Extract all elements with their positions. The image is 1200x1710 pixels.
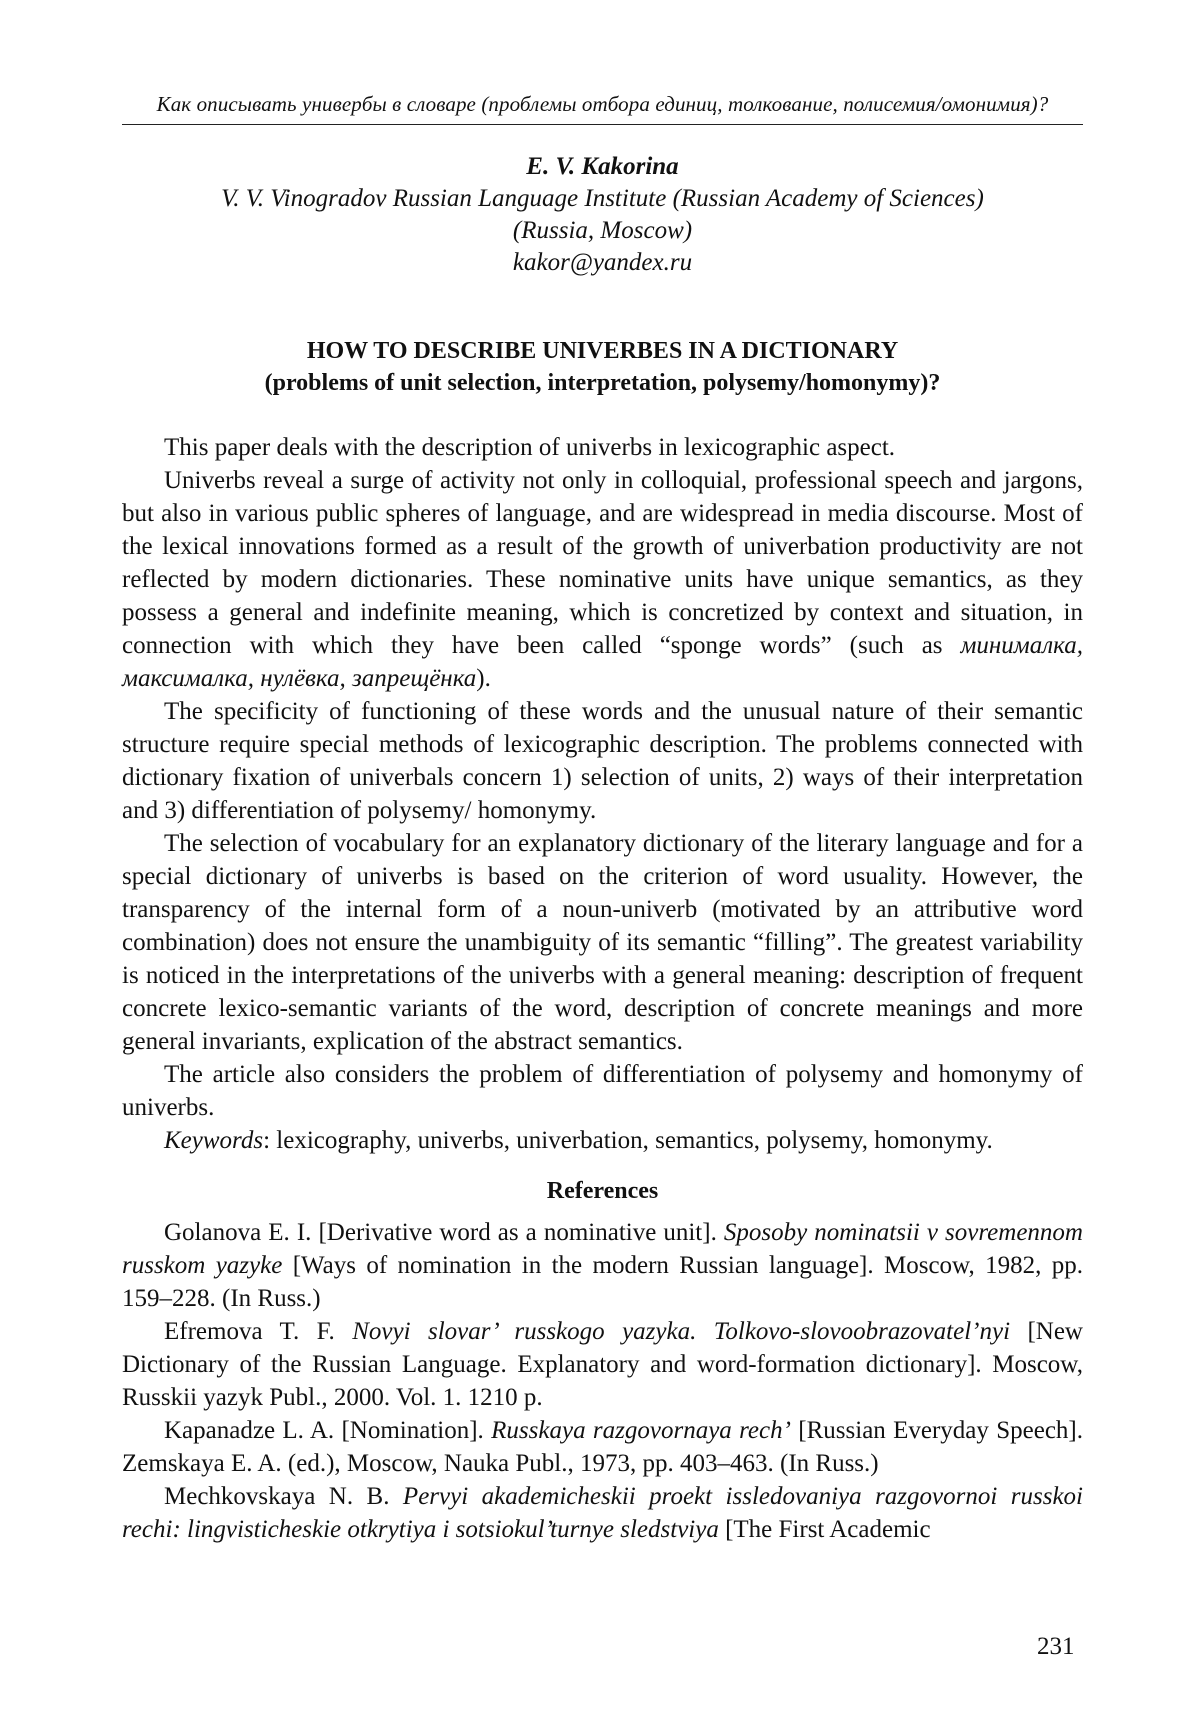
reference-post: [Ways of nomination in the modern Russian language]. Moscow, 1982, pp. 159–228. (In Russ.) [122, 1252, 1083, 1312]
reference-post: [Russian Everyday Speech]. Zemskaya E. A. (ed.), Moscow, Nauka Publ., 1973, pp. 403–463. (In Russ.) [122, 1417, 1084, 1477]
title-line-2: (problems of unit selection, interpretation, polysemy/homonymy)? [264, 370, 941, 396]
reference-post: [New Dictionary of the Russian Language. Explanatory and word-formation dictionary]. Moscow, Russkii yazyk Publ., 2000. Vol. 1. 1210 p. [122, 1318, 1083, 1411]
author-name: E. V. Kakorina [526, 153, 679, 180]
author-affiliation: V. V. Vinogradov Russian Language Institute (Russian Academy of Sciences) [221, 185, 984, 212]
references-heading: References [546, 1178, 659, 1204]
abstract-paragraph: This paper deals with the description of univerbs in lexicographic aspect. [164, 434, 896, 461]
reference-pre: Efremova T. F. [164, 1318, 353, 1345]
abstract-text: ). [476, 665, 491, 692]
paper-title [122, 335, 1083, 399]
reference-item [122, 1315, 1083, 1414]
reference-item [122, 1480, 1083, 1546]
author-location: (Russia, Moscow) [512, 217, 693, 244]
reference-title: Sposoby nominatsii v sovremennom russkom yazyke [122, 1219, 1083, 1279]
reference-post: [The First Academic [718, 1516, 931, 1543]
page [122, 92, 1083, 1546]
reference-pre: Golanova E. I. [Derivative word as a nominative unit]. [164, 1219, 724, 1246]
reference-title: Novyi slovar’ russkogo yazyka. Tolkovo-slovoobrazovatel’nyi [352, 1318, 1011, 1345]
abstract-text: Univerbs reveal a surge of activity not only in colloquial, professional speech and jargons, but also in various public spheres of language, and are widespread in media discourse. Most of the lexical innovations formed as a result of the growth of univerbation productivity are not reflected by modern dictionaries. These nominative units have unique semantics, as they possess a general and indefinite meaning, which is concretized by context and situation, in connection with which they have been called “sponge words” (such as [122, 467, 1083, 659]
abstract-body [122, 431, 1083, 1157]
reference-pre: Kapanadze L. A. [Nomination]. [164, 1417, 492, 1444]
page-number: 231 [1037, 1633, 1075, 1660]
keywords-paragraph [122, 1124, 1083, 1157]
keywords-label: Keywords [164, 1127, 264, 1154]
author-email: kakor@yandex.ru [512, 249, 693, 276]
abstract-paragraph: The article also considers the problem of differentiation of polysemy and homonymy of univerbs. [122, 1061, 1083, 1121]
reference-item [122, 1414, 1083, 1480]
abstract-paragraph: The selection of vocabulary for an explanatory dictionary of the literary language and for a special dictionary of univerbs is based on the criterion of word usuality. However, the transparency of the internal form of a noun-univerb (motivated by an attributive word combination) does not ensure the unambiguity of its semantic “filling”. The greatest variability is noticed in the interpretations of the univerbs with a general meaning: description of frequent concrete lexico-semantic variants of the word, description of concrete meanings and more general invariants, explication of the abstract semantics. [122, 830, 1083, 1055]
abstract-paragraph: The specificity of functioning of these words and the unusual nature of their semantic structure require special methods of lexicographic description. The problems connected with dictionary fixation of univerbals concern 1) selection of units, 2) ways of their interpretation and 3) differentiation of polysemy/ homonymy. [122, 698, 1083, 824]
reference-item [122, 1216, 1083, 1315]
abstract-paragraph [122, 464, 1083, 695]
russian-examples: минималка, максималка, нулёвка, запрещёнка [122, 632, 1083, 692]
author-block [122, 151, 1083, 279]
reference-title: Russkaya razgovornaya rech’ [491, 1417, 791, 1444]
running-head: Как описывать универбы в словаре (проблемы отбора единиц, толкование, полисемия/омонимия)? [122, 92, 1083, 125]
reference-pre: Mechkovskaya N. B. [164, 1483, 403, 1510]
keywords-list: : lexicography, univerbs, univerbation, semantics, polysemy, homonymy. [263, 1127, 993, 1154]
references-list [122, 1216, 1083, 1546]
reference-title: Pervyi akademicheskii proekt issledovaniya razgovornoi russkoi rechi: lingvisticheskie otkrytiya i sotsiokul’turnye sledstviya [122, 1483, 1083, 1543]
title-line-1: HOW TO DESCRIBE UNIVERBES IN A DICTIONARY [306, 338, 899, 364]
